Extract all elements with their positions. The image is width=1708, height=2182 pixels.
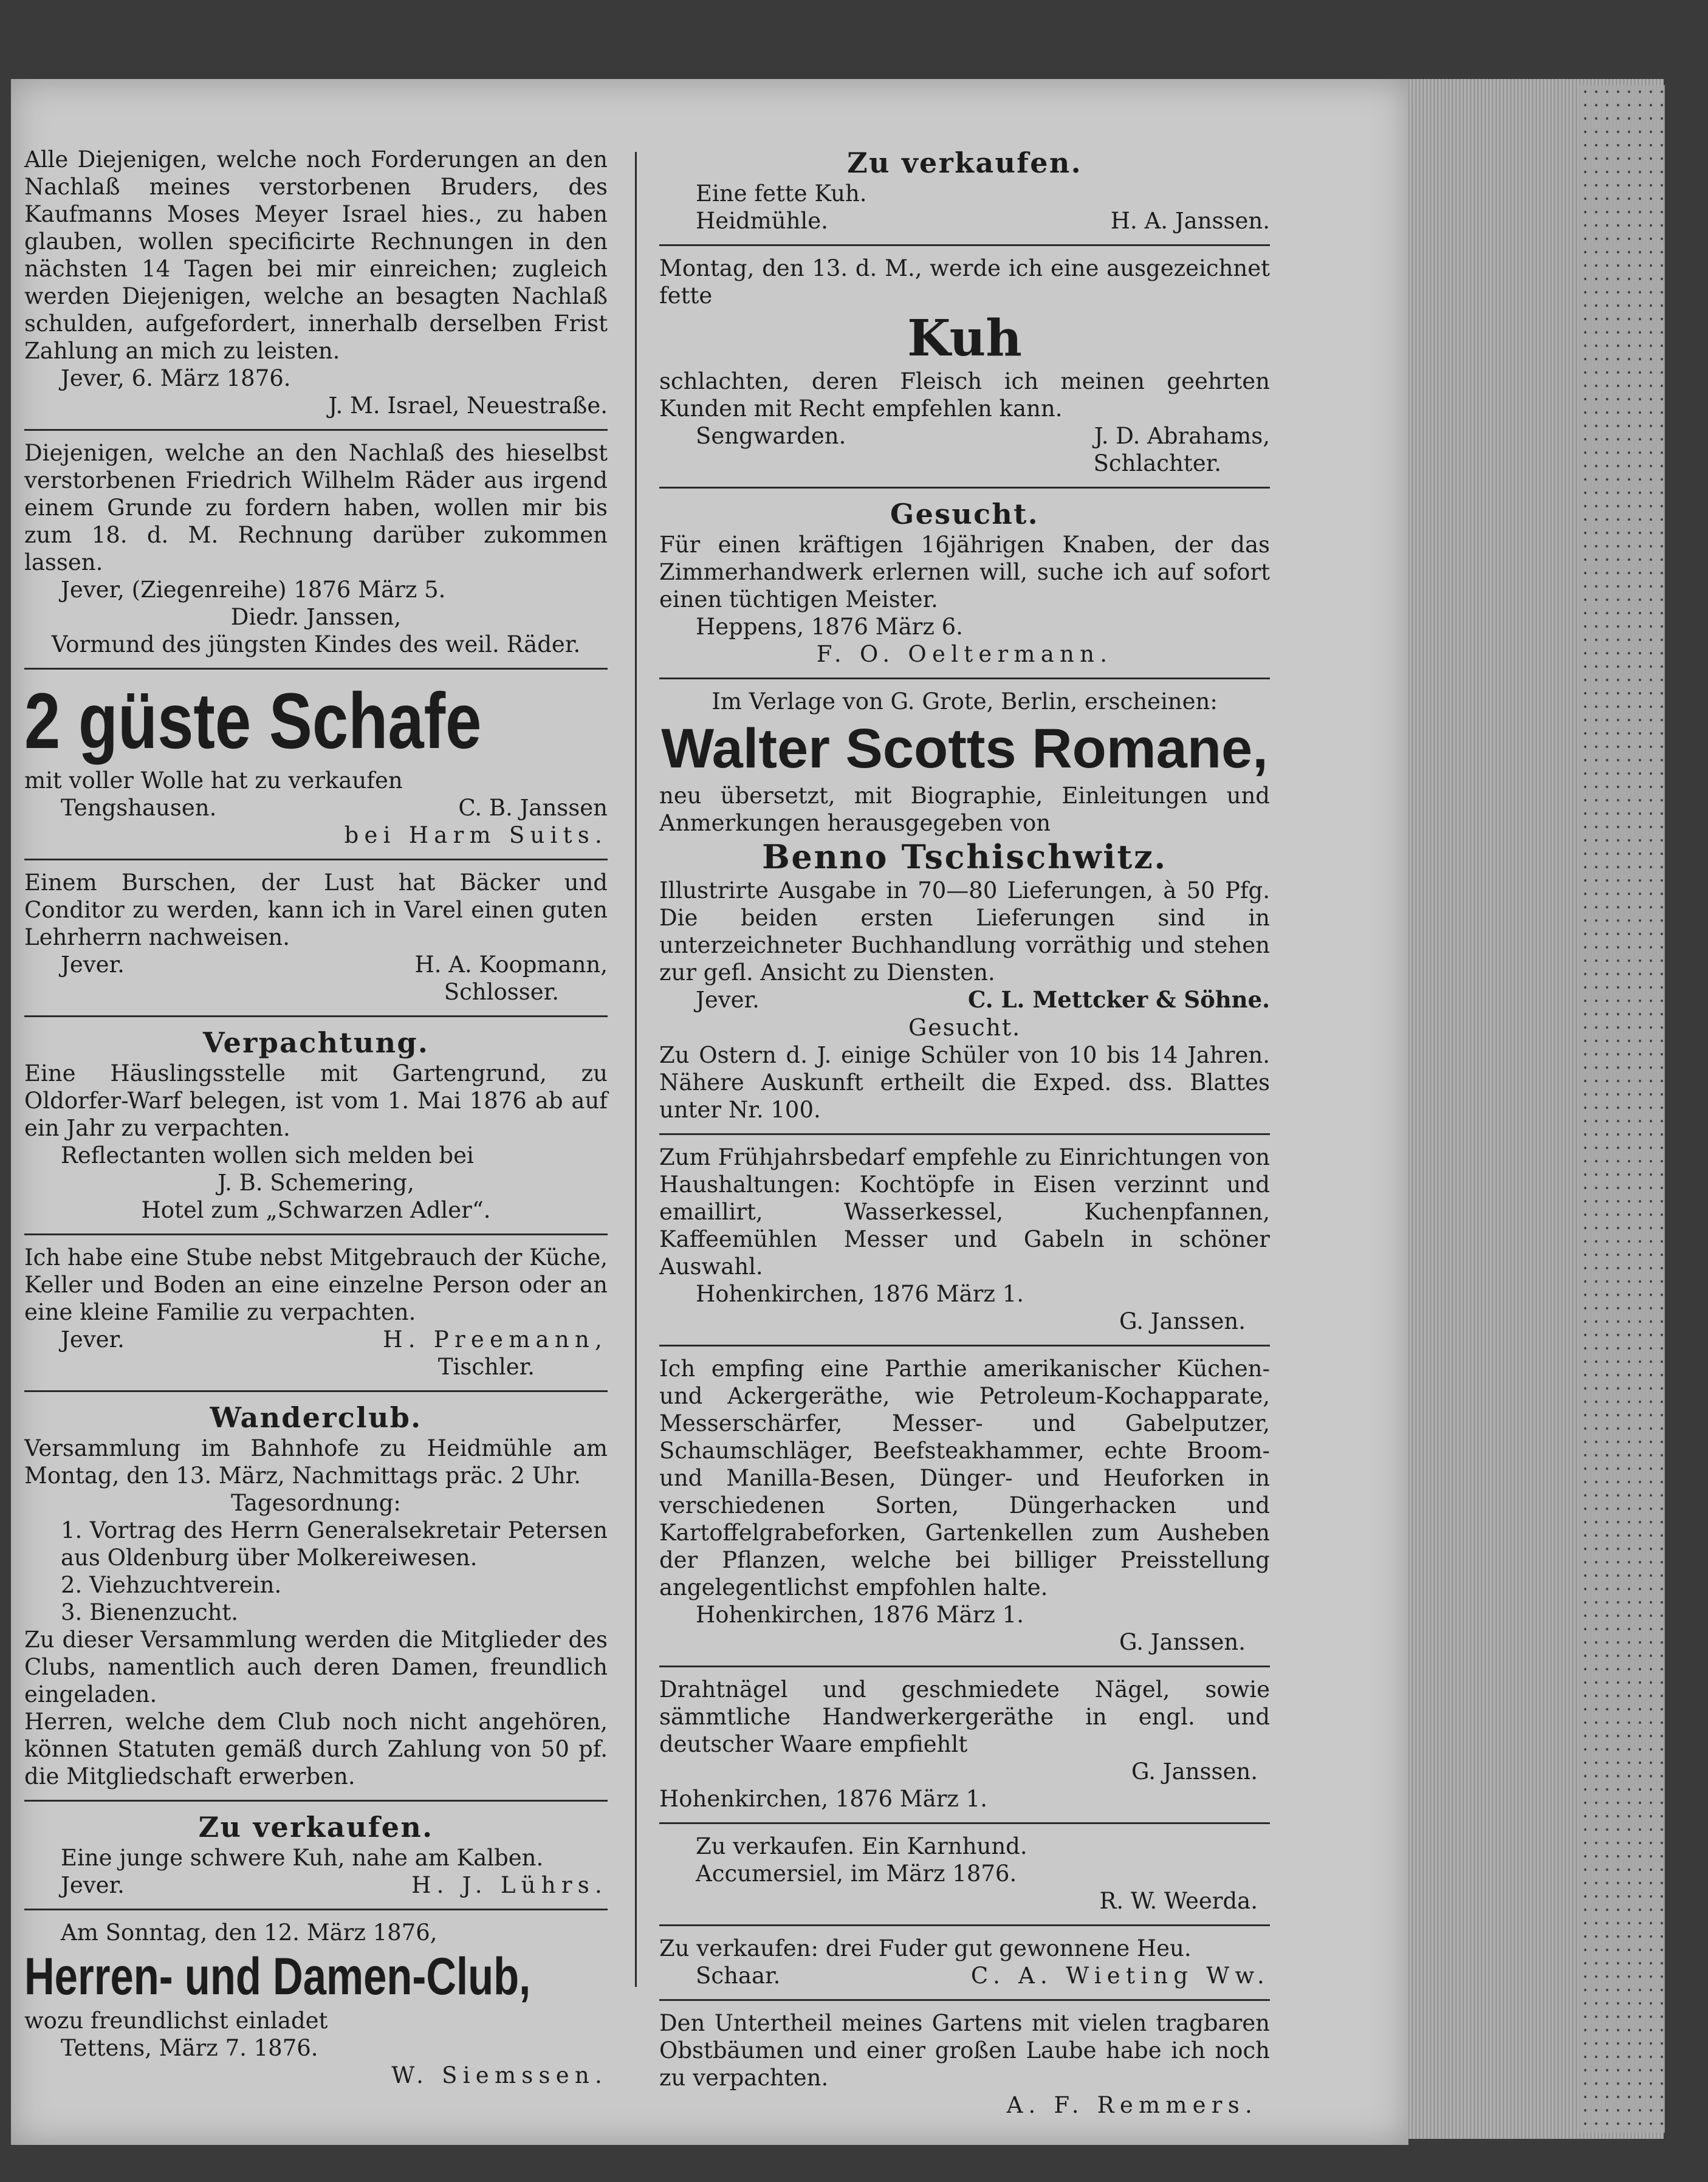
- ad-place: Accumersiel, im März 1876.: [696, 1861, 1017, 1887]
- ad-signature: J. B. Schemering,: [218, 1170, 414, 1196]
- ad-text: Zu verkaufen. Ein Karnhund.: [696, 1833, 1027, 1859]
- ad-signature-title: Schlosser.: [444, 979, 559, 1005]
- divider: [659, 1822, 1270, 1824]
- ad-janssen-1: [659, 1144, 1270, 1335]
- ad-place: Hohenkirchen, 1876 März 1.: [659, 1786, 987, 1812]
- left-column: [24, 146, 608, 2089]
- ad-text: Zum Frühjahrsbedarf empfehle zu Einrichtungen von Haushaltungen: Kochtöpfe in Eisen verzinnt und emaillirt, Wasserkessel, Kuchenpfannen, Kaffeemühlen Messer und Gabeln in schöner Auswahl.: [659, 1144, 1270, 1280]
- ad-text: Eine fette Kuh.: [696, 180, 867, 207]
- ad-text: wozu freundlichst einladet: [24, 2008, 328, 2034]
- ad-text: Eine Häuslingsstelle mit Gartengrund, zu Oldorfer-Warf belegen, ist vom 1. Mai 1876 ab auf ein Jahr zu verpachten.: [24, 1060, 608, 1141]
- ad-janssen-kuh: [659, 146, 1270, 235]
- divider: [24, 1800, 608, 1802]
- ad-text: Zu Ostern d. J. einige Schüler von 10 bis 14 Jahren. Nähere Auskunft ertheilt die Exped. dss. Blattes unter Nr. 100.: [659, 1042, 1270, 1123]
- ad-place: Hohenkirchen, 1876 März 1.: [696, 1602, 1024, 1628]
- ad-israel: [24, 146, 608, 419]
- ad-wanderclub: [24, 1401, 608, 1790]
- ad-schueler: [659, 1014, 1270, 1124]
- ad-signature: Diedr. Janssen,: [230, 604, 402, 630]
- ad-text: Montag, den 13. d. M., werde ich eine ausgezeichnet fette: [659, 255, 1270, 309]
- ad-weerda: [659, 1833, 1270, 1915]
- ad-koopmann: [24, 869, 608, 1006]
- ad-place: Jever.: [61, 952, 125, 978]
- ad-signature: C. A. Wieting Ww.: [970, 1963, 1270, 1989]
- agenda-item: 3. Bienenzucht.: [61, 1599, 239, 1625]
- ad-heading: Verpachtung.: [202, 1026, 430, 1059]
- ad-text: mit voller Wolle hat zu verkaufen: [24, 767, 403, 794]
- divider: [659, 244, 1270, 246]
- ad-signature: G. Janssen.: [1131, 1758, 1258, 1785]
- ad-text: Diejenigen, welche an den Nachlaß des hieselbst verstorbenen Friedrich Wilhelm Räder aus irgend einem Grunde zu fordern haben, wollen mir bis zum 18. d. M. Rechnung darüber zukommen lassen.: [24, 440, 608, 575]
- ad-place: Jever.: [61, 1872, 125, 1898]
- ad-abrahams: [659, 255, 1270, 477]
- ad-wieting: [659, 1935, 1270, 1989]
- ad-signature: A. F. Remmers.: [1006, 2092, 1258, 2118]
- ad-text-2: Reflectanten wollen sich melden bei: [61, 1142, 474, 1168]
- ad-text: Ich habe eine Stube nebst Mitgebrauch der Küche, Keller und Boden an eine einzelne Person oder an eine kleine Familie zu verpachten.: [24, 1244, 608, 1325]
- ad-janssen-2: [659, 1355, 1270, 1656]
- ad-headline: Walter Scotts Romane,: [661, 718, 1268, 780]
- ad-headline: 2 güste Schafe: [24, 676, 482, 765]
- ad-signature: C. B. Janssen: [458, 795, 608, 821]
- divider: [24, 859, 608, 860]
- divider: [24, 429, 608, 431]
- ad-text-2: schlachten, deren Fleisch ich meinen geehrten Kunden mit Recht empfehlen kann.: [659, 368, 1270, 422]
- ad-signature: R. W. Weerda.: [1099, 1888, 1258, 1914]
- ad-heading: Zu verkaufen.: [198, 1811, 434, 1844]
- ad-oeltermann: [659, 497, 1270, 668]
- ad-heading: Zu verkaufen.: [847, 146, 1082, 179]
- agenda-item: 2. Viehzuchtverein.: [61, 1572, 282, 1598]
- ad-text: Alle Diejenigen, welche noch Forderungen an den Nachlaß meines verstorbenen Bruders, des Kaufmanns Moses Meyer Israel hies., zu haben glauben, wollen specificirte Rechnungen in den nächsten 14 Tagen bei mir einreichen; zugleich werden Diejenigen, welche an besagten Nachlaß schulden, aufgefordert, innerhalb derselben Frist Zahlung an mich zu leisten.: [24, 146, 608, 364]
- ad-place: Sengwarden.: [696, 423, 846, 449]
- ad-text: Versammlung im Bahnhofe zu Heidmühle am Montag, den 13. März, Nachmittags präc. 2 Uhr.: [24, 1435, 608, 1489]
- ad-place: Tettens, März 7. 1876.: [61, 2035, 318, 2061]
- divider: [24, 668, 608, 670]
- divider: [659, 678, 1270, 679]
- agenda-title: Tagesordnung:: [231, 1490, 401, 1516]
- ad-text-3: Herren, welche dem Club noch nicht angehören, können Statuten gemäß durch Zahlung von 50 pf. die Mitgliedschaft erwerben.: [24, 1709, 608, 1789]
- ad-text: Einem Burschen, der Lust hat Bäcker und Conditor zu werden, kann ich in Varel einen guten Lehrherrn nachweisen.: [24, 870, 608, 950]
- ad-preemann: [24, 1244, 608, 1381]
- divider: [24, 1909, 608, 1910]
- book-cover-edge: [1580, 85, 1665, 2133]
- ad-signature-title: Schlachter.: [1093, 450, 1221, 476]
- ad-signature: C. L. Mettcker & Söhne.: [967, 986, 1270, 1013]
- ad-signature: G. Janssen.: [1119, 1629, 1246, 1655]
- ad-place: Schaar.: [696, 1963, 781, 1989]
- ad-text: Eine junge schwere Kuh, nahe am Kalben.: [61, 1845, 544, 1871]
- ad-verpachtung: [24, 1026, 608, 1224]
- ad-signature: H. A. Janssen.: [1110, 208, 1270, 234]
- ad-signature: G. Janssen.: [1119, 1308, 1246, 1334]
- ad-walter-scott: [659, 688, 1270, 1014]
- ad-signature: J. D. Abrahams,: [1094, 423, 1270, 449]
- ad-text: Drahtnägel und geschmiedete Nägel, sowie sämmtliche Handwerkergeräthe in engl. und deutscher Waare empfiehlt: [659, 1676, 1270, 1757]
- ad-text: Für einen kräftigen 16jährigen Knaben, der das Zimmerhandwerk erlernen will, suche ich auf sofort einen tüchtigen Meister.: [659, 532, 1270, 612]
- divider: [659, 1345, 1270, 1347]
- ad-heading: Wanderclub.: [210, 1401, 422, 1434]
- ad-signature: H. A. Koopmann,: [414, 952, 608, 978]
- ad-heading: Gesucht.: [908, 1014, 1021, 1041]
- ad-signature-title: Tischler.: [437, 1354, 535, 1380]
- ad-text: Zu verkaufen: drei Fuder gut gewonnene Heu.: [659, 1935, 1192, 1961]
- ad-intro: Im Verlage von G. Grote, Berlin, erscheinen:: [712, 688, 1218, 715]
- ad-headline: Kuh: [907, 309, 1022, 368]
- ad-headline: Herren- und Damen-Club,: [24, 1947, 531, 2006]
- divider: [659, 487, 1270, 489]
- ad-signature: J. M. Israel, Neuestraße.: [328, 393, 608, 419]
- ad-signature-2: bei Harm Suits.: [344, 822, 608, 848]
- divider: [659, 1133, 1270, 1135]
- ad-text-2: Zu dieser Versammlung werden die Mitglieder des Clubs, namentlich auch deren Damen, freundlich eingeladen.: [24, 1627, 608, 1707]
- ad-intro: Am Sonntag, den 12. März 1876,: [61, 1920, 437, 1946]
- ad-text-2: Illustrirte Ausgabe in 70—80 Lieferungen, à 50 Pfg. Die beiden ersten Lieferungen sind in unterzeichneter Buchhandlung vorräthig und stehen zur gefl. Ansicht zu Diensten.: [659, 877, 1270, 986]
- ad-text: Den Untertheil meines Gartens mit vielen tragbaren Obstbäumen und einer großen Laube habe ich noch zu verpachten.: [659, 2010, 1270, 2091]
- ad-place: Hohenkirchen, 1876 März 1.: [696, 1281, 1024, 1307]
- ad-place: Heidmühle.: [696, 208, 828, 234]
- ad-signature-title: Vormund des jüngsten Kindes des weil. Räder.: [51, 631, 581, 657]
- ad-place: Jever.: [61, 1326, 125, 1353]
- ad-place: Tengshausen.: [61, 795, 217, 821]
- ad-luehrs: [24, 1810, 608, 1899]
- ad-signature: F. O. Oeltermann.: [816, 641, 1113, 667]
- ad-place: Heppens, 1876 März 6.: [696, 614, 963, 640]
- ad-signature-2: Hotel zum „Schwarzen Adler“.: [141, 1197, 491, 1223]
- ad-place: Jever, 6. März 1876.: [61, 365, 291, 391]
- column-divider: [635, 152, 637, 1987]
- ad-author: Benno Tschischwitz.: [762, 837, 1167, 876]
- ad-janssen-3: [659, 1676, 1270, 1813]
- divider: [24, 1015, 608, 1017]
- divider: [24, 1390, 608, 1392]
- divider: [659, 1924, 1270, 1926]
- ad-text: neu übersetzt, mit Biographie, Einleitungen und Anmerkungen herausgegeben von: [659, 783, 1270, 836]
- ad-raeder: [24, 439, 608, 658]
- ad-remmers: [659, 2009, 1270, 2119]
- ad-place: Jever.: [696, 987, 760, 1013]
- ad-place: Jever, (Ziegenreihe) 1876 März 5.: [61, 577, 446, 603]
- ad-heading: Gesucht.: [890, 498, 1039, 530]
- divider: [659, 1666, 1270, 1667]
- agenda-item: 1. Vortrag des Herrn Generalsekretair Petersen aus Oldenburg über Molkereiwesen.: [61, 1517, 608, 1571]
- ad-signature: H. Preemann,: [383, 1326, 608, 1353]
- divider: [24, 1233, 608, 1235]
- ad-signature: H. J. Lührs.: [411, 1872, 608, 1898]
- ad-text: Ich empfing eine Parthie amerikanischer Küchen- und Ackergeräthe, wie Petroleum-Kochapparate, Messerschärfer, Messer- und Gabelputzer, Schaumschläger, Beefsteakhammer, echte Broom- und Manilla-Besen, Dünger- und Heuforken in verschiedenen Sorten, Düngerhacken und Kartoffelgrabeforken, Gartenkellen zum Ausheben der Pflanzen, welche bei billiger Preisstellung angelegentlichst empfohlen halte.: [659, 1356, 1270, 1600]
- ad-schafe: [24, 678, 608, 849]
- right-column: [659, 146, 1270, 2119]
- divider: [659, 1999, 1270, 2001]
- ad-signature: W. Siemssen.: [391, 2062, 608, 2088]
- ad-damen-club: [24, 1919, 608, 2089]
